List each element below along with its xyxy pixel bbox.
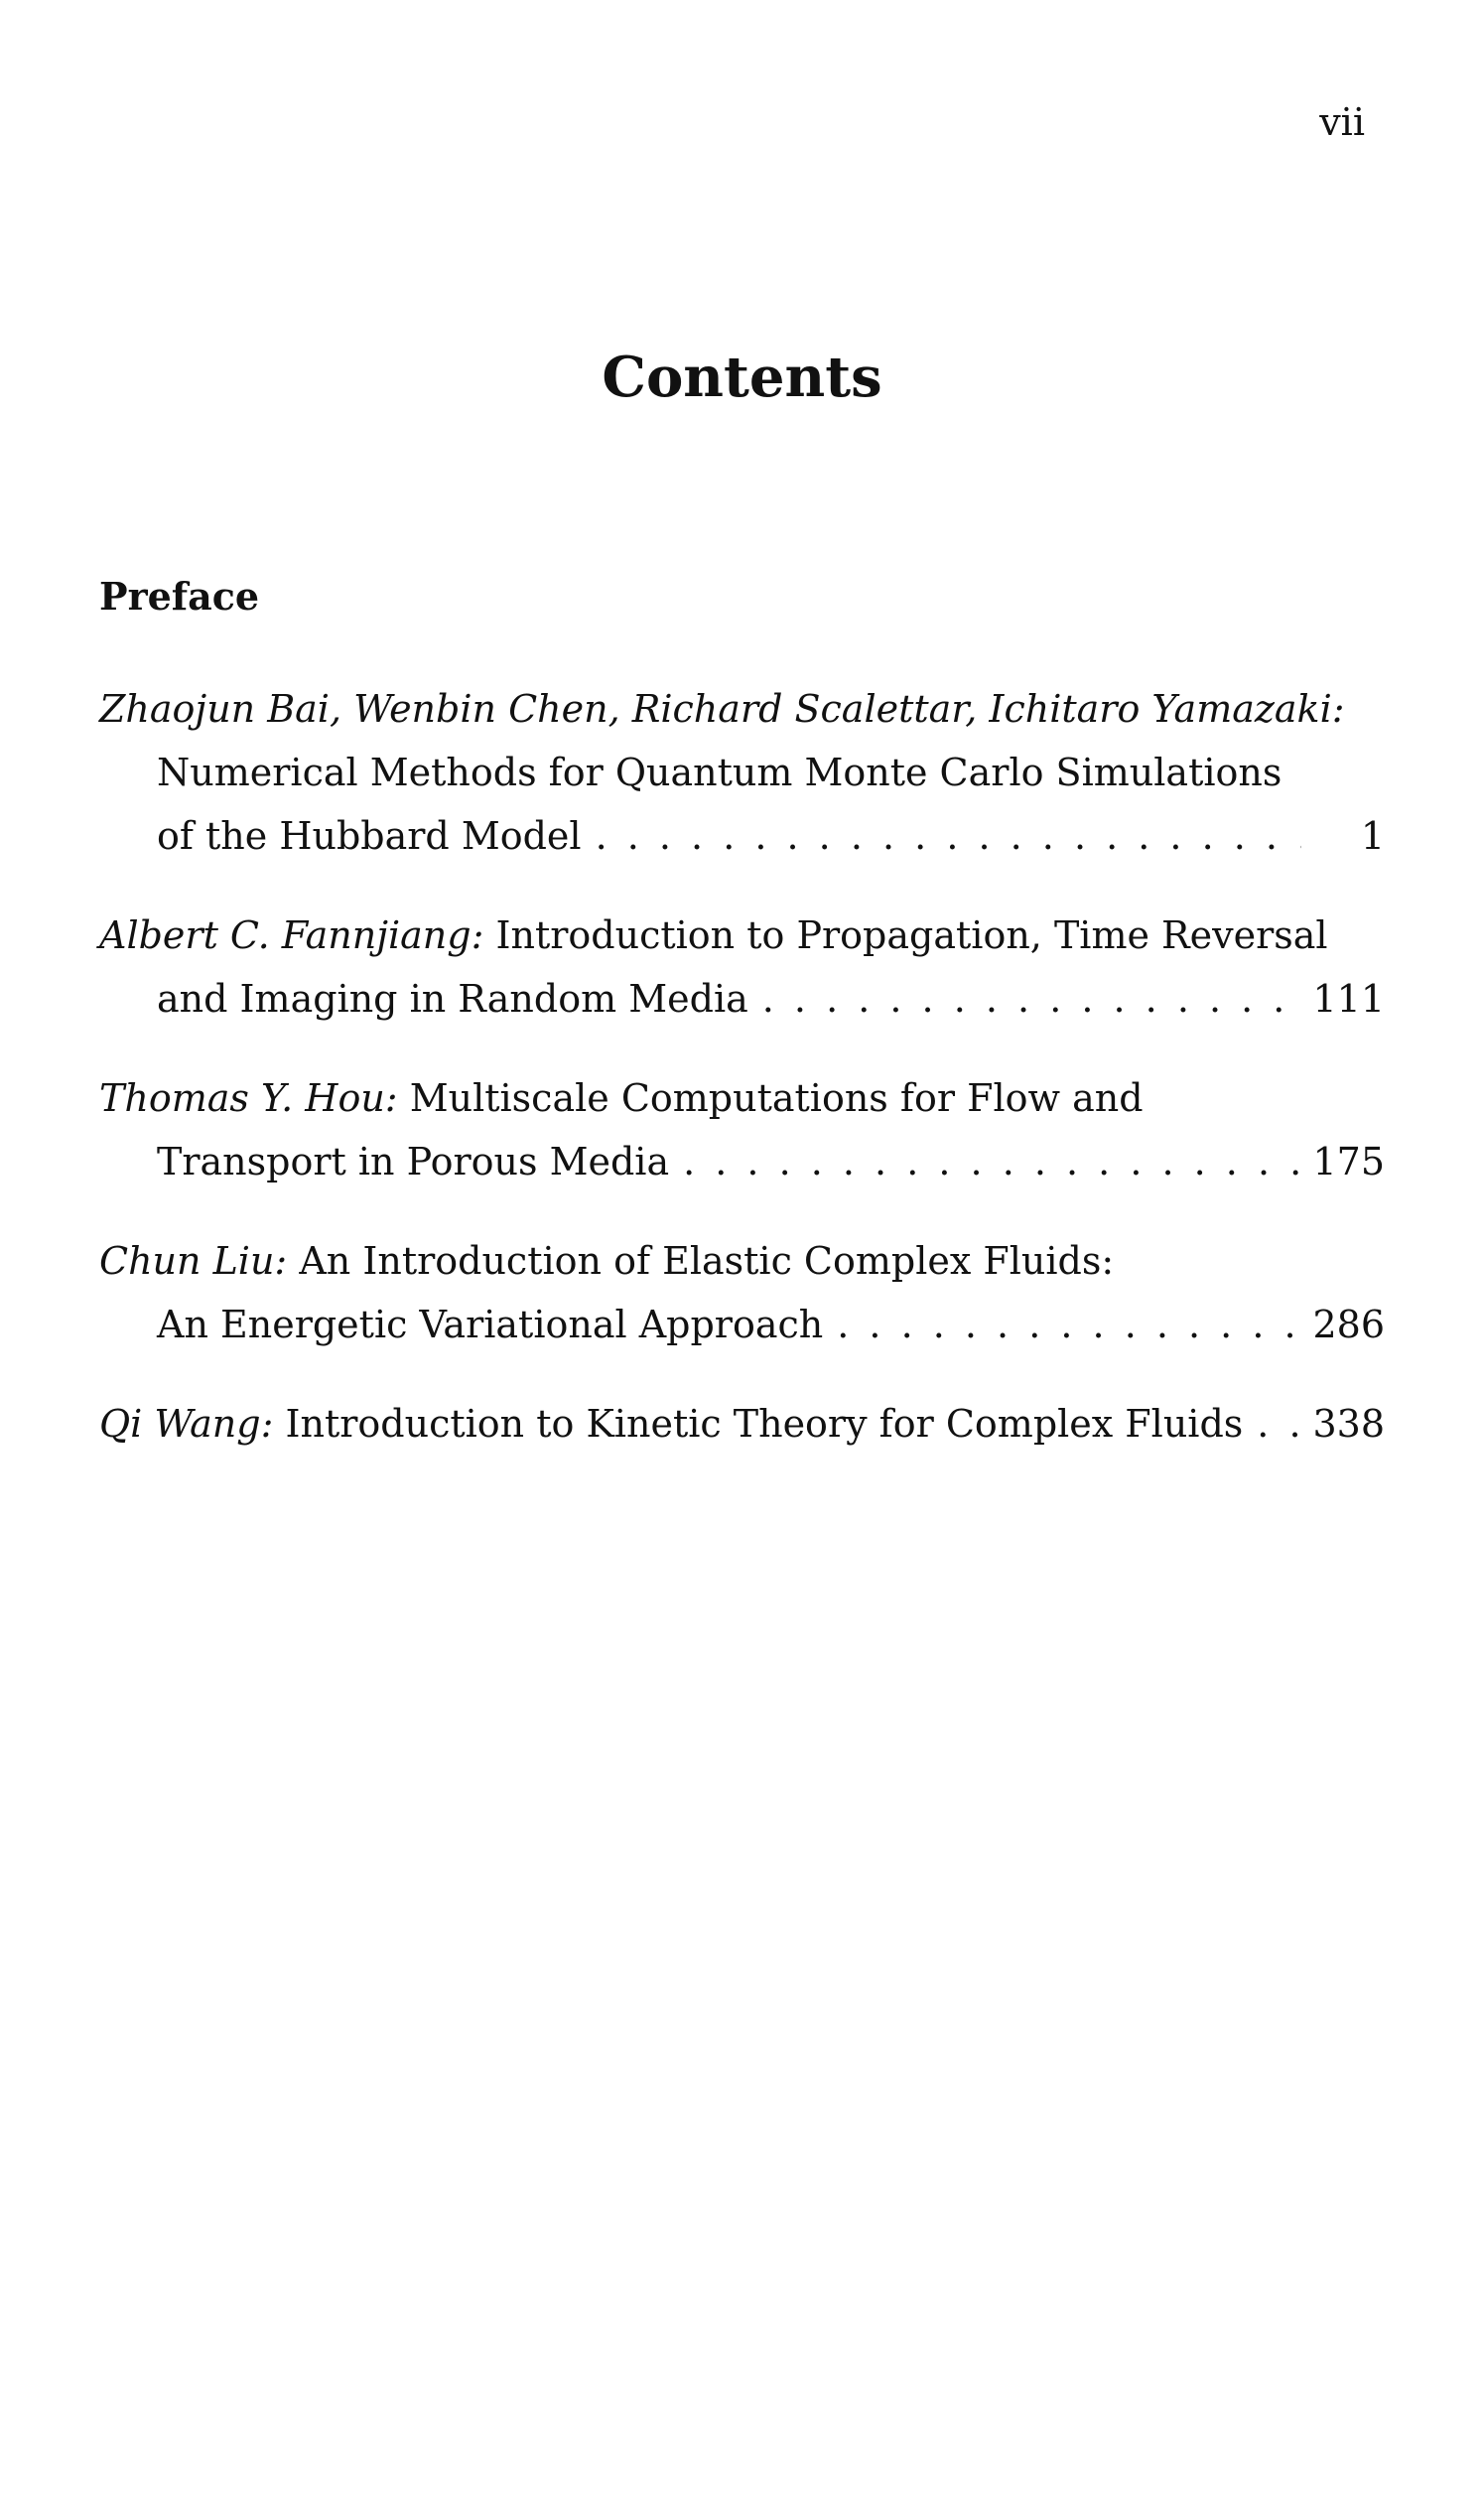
toc-entry-page: 338 <box>1312 1402 1385 1446</box>
toc-entry-page: 1 <box>1360 814 1385 858</box>
toc-entry-authors: Qi Wang: <box>99 1402 274 1446</box>
toc-entry-last-line <box>99 1293 1385 1356</box>
dot-leader <box>683 1130 1298 1193</box>
toc-entry-title-line: An Introduction of Elastic Complex Fluids: <box>299 1239 1115 1283</box>
toc-entry-authors: Thomas Y. Hou: <box>99 1076 398 1120</box>
toc-entry-last-line <box>99 1130 1385 1193</box>
table-of-contents <box>99 677 1385 1491</box>
toc-entry-first-line <box>99 1229 1385 1293</box>
toc-entry-authors: Chun Liu: <box>99 1239 288 1283</box>
toc-entry-authors: Albert C. Fannjiang: <box>99 913 484 957</box>
toc-entry-last-line <box>99 804 1385 868</box>
toc-entry <box>99 1066 1385 1193</box>
page-title: Contents <box>602 345 882 410</box>
toc-entry-title-line: Multiscale Computations for Flow and <box>409 1076 1144 1120</box>
toc-entry <box>99 1392 1385 1456</box>
toc-entry <box>99 677 1385 868</box>
toc-entry-page: 111 <box>1312 977 1385 1021</box>
toc-entry-title-line: An Energetic Variational Approach <box>157 1303 824 1346</box>
toc-entry-title-line: Introduction to Propagation, Time Reversal <box>495 913 1328 957</box>
toc-entry-page: 175 <box>1312 1140 1385 1183</box>
toc-entry-title-line: Transport in Porous Media <box>157 1140 670 1183</box>
toc-entry-single-line <box>99 1392 1385 1456</box>
dot-leader <box>1257 1392 1298 1456</box>
toc-entry-first-line <box>99 1066 1385 1130</box>
toc-entry <box>99 904 1385 1031</box>
toc-entry-title-line: and Imaging in Random Media <box>157 977 748 1021</box>
dot-leader <box>762 967 1299 1031</box>
toc-entry-title-line: Introduction to Kinetic Theory for Complex Fluids <box>285 1402 1244 1446</box>
toc-entry-last-line <box>99 967 1385 1031</box>
toc-entry-title-line: Numerical Methods for Quantum Monte Carlo Simulations <box>157 751 1282 794</box>
toc-entry-title-line: of the Hubbard Model <box>157 814 582 858</box>
toc-entry <box>99 1229 1385 1356</box>
preface-heading: Preface <box>99 574 260 619</box>
toc-entry-authors: Zhaojun Bai, Wenbin Chen, Richard Scalettar, Ichitaro Yamazaki: <box>99 687 1345 731</box>
dot-leader <box>596 804 1301 868</box>
toc-entry-first-line <box>99 904 1385 967</box>
page-number: vii <box>1319 100 1365 144</box>
dot-leader <box>837 1293 1298 1356</box>
toc-entry-text <box>99 1392 1243 1456</box>
toc-entry-page: 286 <box>1312 1303 1385 1346</box>
